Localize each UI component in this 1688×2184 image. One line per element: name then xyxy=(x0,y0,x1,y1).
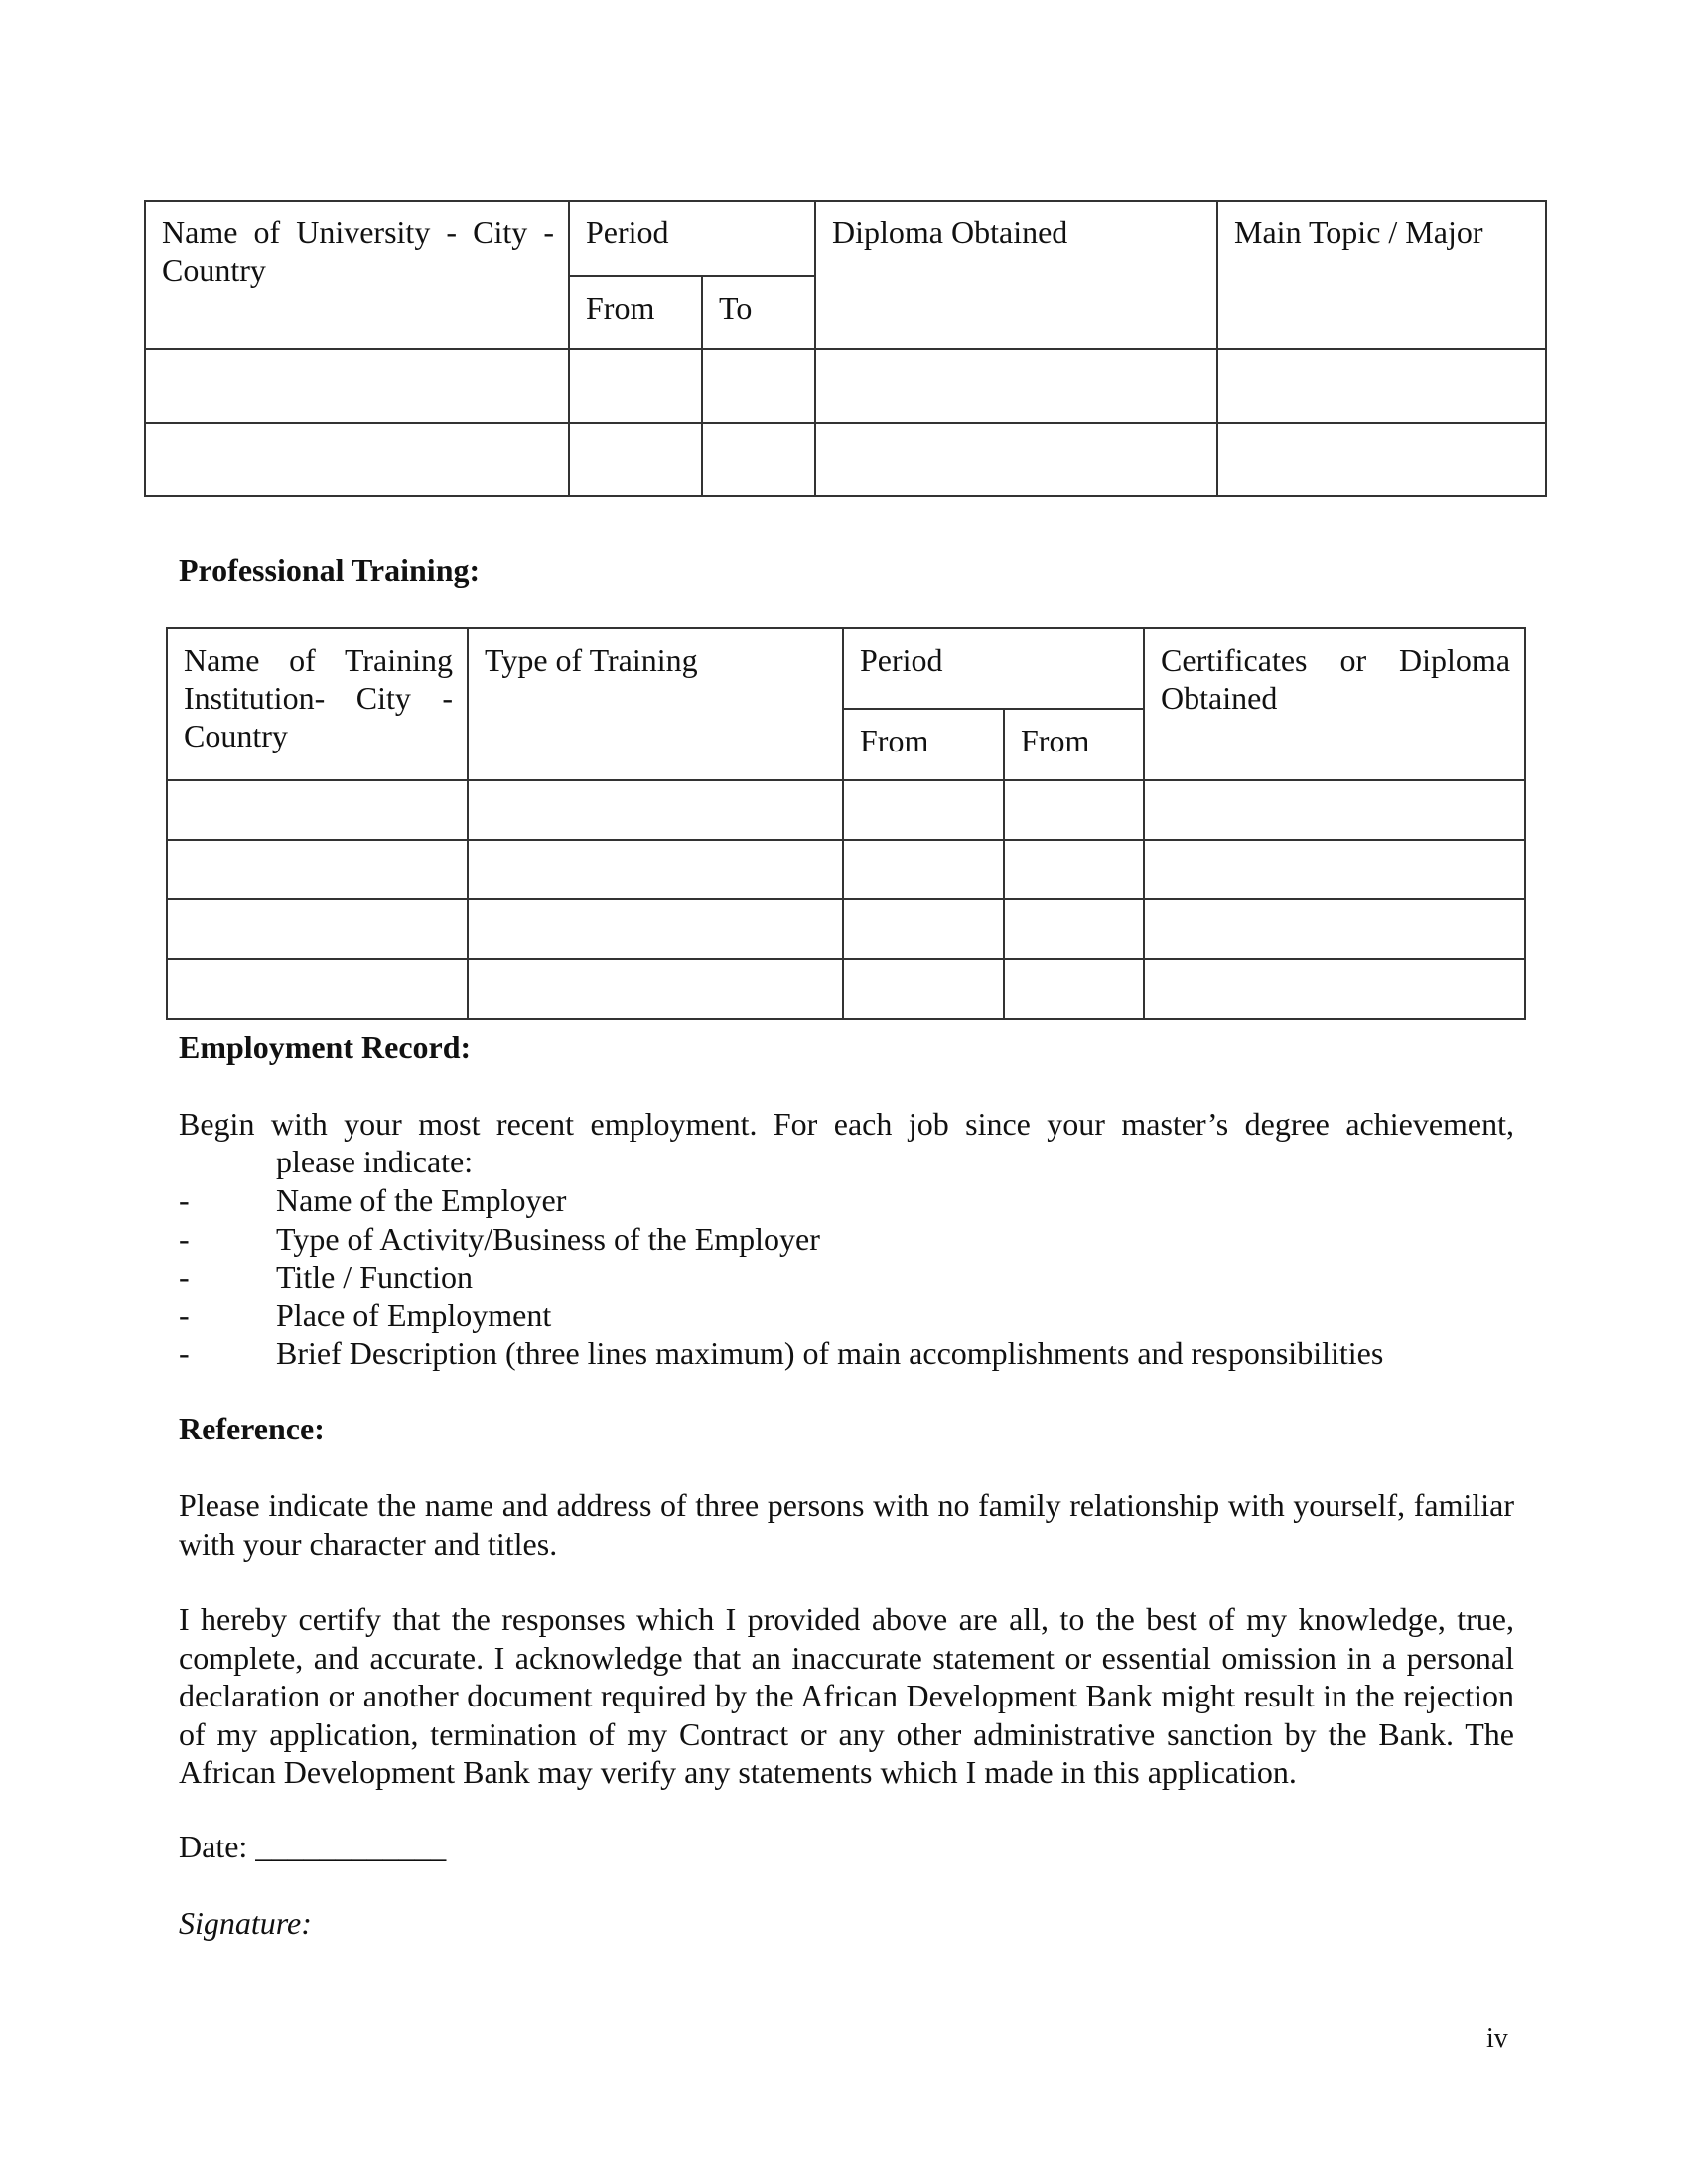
table-cell[interactable] xyxy=(167,959,468,1019)
certificates-header-cell xyxy=(1144,628,1525,780)
table-row xyxy=(167,959,1525,1019)
page-number: iv xyxy=(1486,2023,1508,2054)
table-cell[interactable] xyxy=(843,899,1004,959)
certificates-header: Certificates or Diploma Obtained xyxy=(1161,642,1511,716)
date-field[interactable]: Date: ____________ xyxy=(179,1829,447,1864)
professional-training-heading: Professional Training: xyxy=(179,552,481,588)
table-row xyxy=(145,423,1546,496)
table-row xyxy=(145,349,1546,423)
table-cell[interactable] xyxy=(468,899,843,959)
list-item: - Brief Description (three lines maximum) of main accomplishments and responsibilities xyxy=(179,1335,1384,1371)
table-cell[interactable] xyxy=(1217,349,1546,423)
diploma-header-cell xyxy=(815,201,1217,349)
diploma-header: Diploma Obtained xyxy=(832,214,1068,250)
table-cell[interactable] xyxy=(1004,899,1144,959)
reference-heading: Reference: xyxy=(179,1411,325,1446)
table-cell[interactable] xyxy=(167,899,468,959)
table-cell[interactable] xyxy=(702,349,815,423)
table-cell[interactable] xyxy=(843,780,1004,840)
to-header-cell xyxy=(702,276,815,349)
table-cell[interactable] xyxy=(468,959,843,1019)
list-item: - Type of Activity/Business of the Employer xyxy=(179,1220,820,1257)
table-row xyxy=(167,840,1525,899)
employment-record-heading: Employment Record: xyxy=(179,1029,472,1065)
table-cell[interactable] xyxy=(815,349,1217,423)
table-row xyxy=(167,780,1525,840)
table-cell[interactable] xyxy=(1004,959,1144,1019)
employment-intro: Begin with your most recent employment. For each job since your master’s degree achievement, xyxy=(179,1106,1514,1142)
certification-text: I hereby certify that the responses which I provided above are all, to the best of my knowledge, true, complete, and accurate. I acknowledge that an inaccurate statement or essential omission in a personal declaration or another document required by the African Development Bank might result in the rejection of my application, termination of my Contract or any other administrative sanction by the Bank. The African Development Bank may verify any statements which I made in this application. xyxy=(179,1601,1514,1790)
major-header-cell xyxy=(1217,201,1546,349)
major-header: Main Topic / Major xyxy=(1234,214,1483,250)
table-cell[interactable] xyxy=(843,959,1004,1019)
table-cell[interactable] xyxy=(468,780,843,840)
table-cell[interactable] xyxy=(815,423,1217,496)
table-cell[interactable] xyxy=(1217,423,1546,496)
university-header: Name of University - City - Country xyxy=(162,214,554,288)
period-header-cell xyxy=(569,201,815,276)
table-cell[interactable] xyxy=(702,423,815,496)
table-cell[interactable] xyxy=(1004,840,1144,899)
training-from-header-2: From xyxy=(1021,723,1090,758)
institution-header-cell xyxy=(167,628,468,780)
employment-intro-continued: please indicate: xyxy=(276,1144,474,1179)
table-cell[interactable] xyxy=(468,840,843,899)
table-cell[interactable] xyxy=(145,423,569,496)
reference-text: Please indicate the name and address of three persons with no family relationship with yourself, familiar with your character and titles. xyxy=(179,1487,1514,1562)
dash-marker: - xyxy=(179,1259,190,1295)
table-row xyxy=(167,899,1525,959)
dash-marker: - xyxy=(179,1335,190,1371)
training-from-header-cell xyxy=(843,709,1004,780)
dash-marker: - xyxy=(179,1220,190,1257)
table-cell[interactable] xyxy=(167,840,468,899)
table-cell[interactable] xyxy=(1004,780,1144,840)
table-cell[interactable] xyxy=(145,349,569,423)
training-from-header-cell-2 xyxy=(1004,709,1144,780)
training-from-header: From xyxy=(860,723,929,758)
dash-marker: - xyxy=(179,1182,190,1218)
period-header: Period xyxy=(586,214,669,250)
education-header-row xyxy=(145,201,1546,276)
training-period-header-cell xyxy=(843,628,1144,709)
to-header: To xyxy=(719,290,753,326)
employment-items-list xyxy=(179,1181,1383,1373)
table-cell[interactable] xyxy=(1144,959,1525,1019)
from-header: From xyxy=(586,290,655,326)
list-item: - Place of Employment xyxy=(179,1297,552,1333)
signature-label: Signature: xyxy=(179,1905,312,1941)
table-cell[interactable] xyxy=(1144,780,1525,840)
table-cell[interactable] xyxy=(569,423,702,496)
training-type-header-cell xyxy=(468,628,843,780)
table-cell[interactable] xyxy=(569,349,702,423)
dash-marker: - xyxy=(179,1297,190,1333)
training-type-header: Type of Training xyxy=(485,642,698,678)
table-cell[interactable] xyxy=(167,780,468,840)
training-header-row xyxy=(167,628,1525,709)
table-cell[interactable] xyxy=(1144,840,1525,899)
institution-header: Name of Training Institution- City - Country xyxy=(184,642,453,753)
training-table xyxy=(166,627,1526,1020)
table-cell[interactable] xyxy=(843,840,1004,899)
table-cell[interactable] xyxy=(1144,899,1525,959)
list-item: - Name of the Employer xyxy=(179,1182,567,1218)
training-period-header: Period xyxy=(860,642,943,678)
from-header-cell xyxy=(569,276,702,349)
university-header-cell xyxy=(145,201,569,349)
list-item: - Title / Function xyxy=(179,1259,473,1295)
education-table xyxy=(144,200,1547,497)
